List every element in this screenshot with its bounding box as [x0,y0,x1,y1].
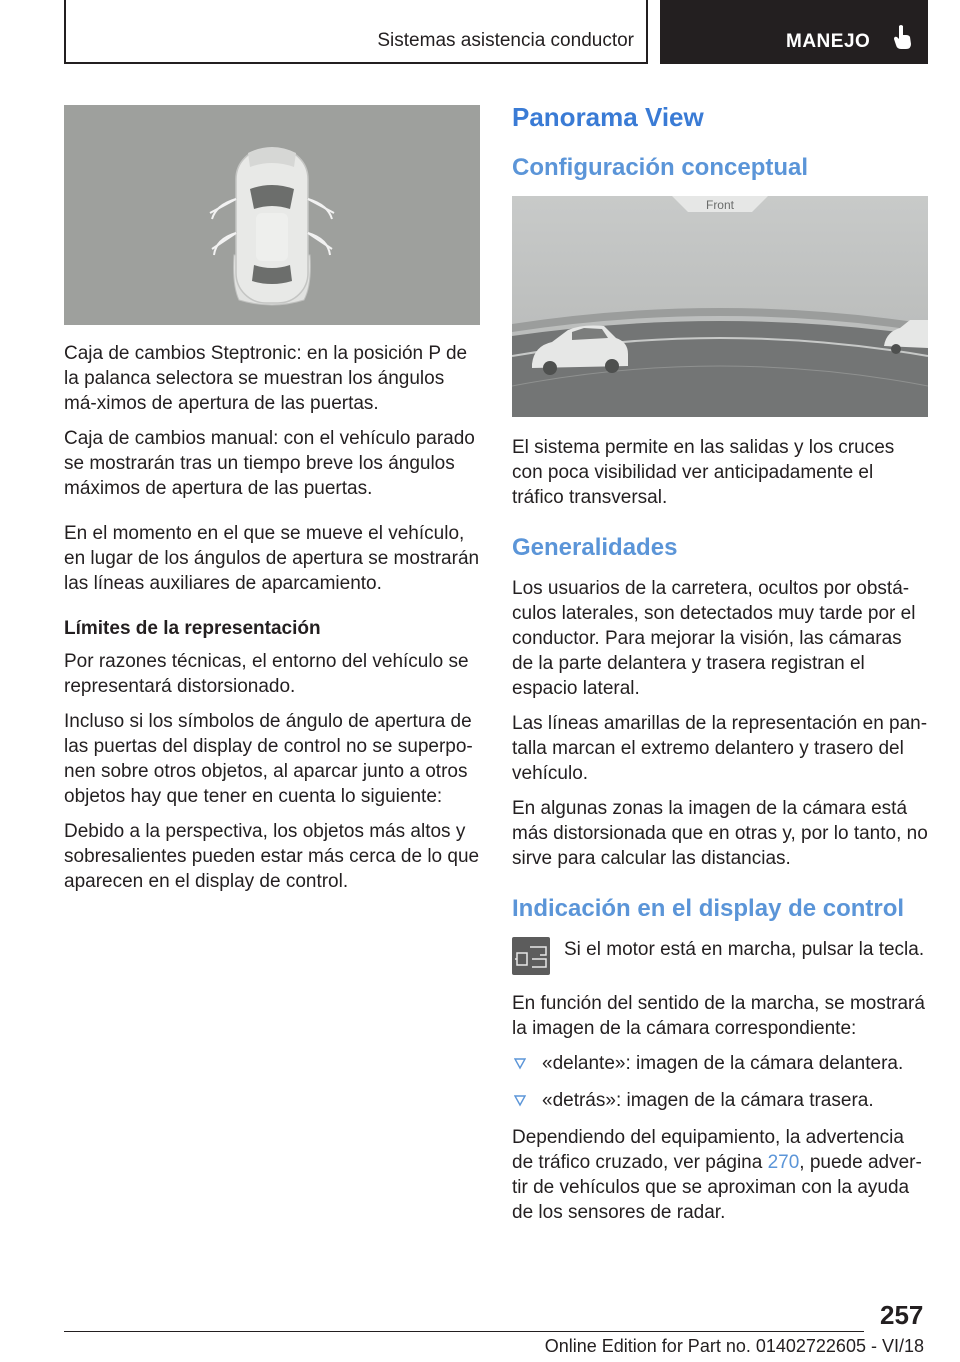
triangle-bullet-icon [514,1058,526,1070]
footer-divider [64,1331,864,1332]
panorama-view-figure [512,196,928,417]
page-title: Panorama View [512,102,704,132]
cross-traffic-text-start: Dependiendo del equipamiento, la advertencia de tráfico cruzado, ver página [512,1127,904,1173]
right-column [512,100,928,1235]
list-item-text: «delante»: imagen de la cámara delantera. [542,1053,904,1074]
paragraph-distortion: Por razones técnicas, el entorno del vehículo se representará distorsionado. [64,651,469,697]
page-270-link[interactable]: 270 [767,1152,800,1173]
paragraph-distortion-zones: En algunas zonas la imagen de la cámara está más distorsionada que en otras y, por lo tanto, no sirve para calcular las distancias. [512,798,928,869]
paragraph-moving: En el momento en el que se mueve el vehículo, en lugar de los ángulos de apertura se mostrarán las líneas auxiliares de aparcamiento. [64,523,480,594]
camera-options-list [512,1051,928,1113]
door-opening-angle-figure [64,105,480,325]
car-top-view-icon [234,147,311,305]
caption-manual: Caja de cambios manual: con el vehículo parado se mostrarán tras un tiempo breve los ángulos máximos de apertura de las puertas. [64,428,475,499]
paragraph-cross-traffic [512,1125,928,1225]
page-number: 257 [880,1300,924,1330]
header-section [64,0,648,64]
list-item [512,1051,928,1076]
limits-heading: Límites de la representación [64,618,321,639]
button-instruction: Si el motor está en marcha, pulsar la tecla. [564,939,925,960]
section-title: Sistemas asistencia conductor [377,30,634,51]
concept-heading: Configuración conceptual [512,154,809,181]
display-heading: Indicación en el display de control [512,895,905,922]
camera-button-icon [512,937,550,975]
chapter-tab-label: MANEJO [786,31,871,52]
cross-traffic-text-end: , puede adver-tir de vehículos que se aproximan con la ayuda de los sensores de radar. [512,1152,922,1223]
paragraph-symbols: Incluso si los símbolos de ángulo de apertura de las puertas del display de control no se superpo-nen sobre otros objetos, al aparcar junto a otros objetos hay que tener en cuenta lo siguiente: [64,711,473,807]
paragraph-yellow-lines: Las líneas amarillas de la representación en pan-talla marcan el extremo delantero y trasero del vehículo. [512,713,928,784]
front-label: Front [705,198,735,212]
camera-button-row [512,937,928,981]
edition-footer: Online Edition for Part no. 01402722605 - VI/18 [544,1336,924,1356]
triangle-bullet-icon [514,1095,526,1107]
paragraph-perspective: Debido a la perspectiva, los objetos más altos y sobresalientes pueden estar más cerca de lo que aparecen en el display de control. [64,821,480,892]
chapter-tab [660,0,928,64]
paragraph-road-users: Los usuarios de la carretera, ocultos por obstá-culos laterales, son detectados muy tarde por el conductor. Para mejorar la visión, las cámaras de la parte delantera y trasera registran el espacio lateral. [512,578,916,699]
caption-steptronic: Caja de cambios Steptronic: en la posición P de la palanca selectora se muestran los ángulos má-ximos de apertura de las puertas. [64,343,468,414]
general-heading: Generalidades [512,534,678,561]
hand-pointer-icon [892,24,914,50]
list-item-text: «detrás»: imagen de la cámara trasera. [542,1090,874,1111]
list-item [512,1088,928,1113]
paragraph-direction: En función del sentido de la marcha, se mostrará la imagen de la cámara correspondiente: [512,993,925,1039]
paragraph-system: El sistema permite en las salidas y los cruces con poca visibilidad ver anticipadamente el tráfico transversal. [512,437,895,508]
left-column [64,105,480,904]
